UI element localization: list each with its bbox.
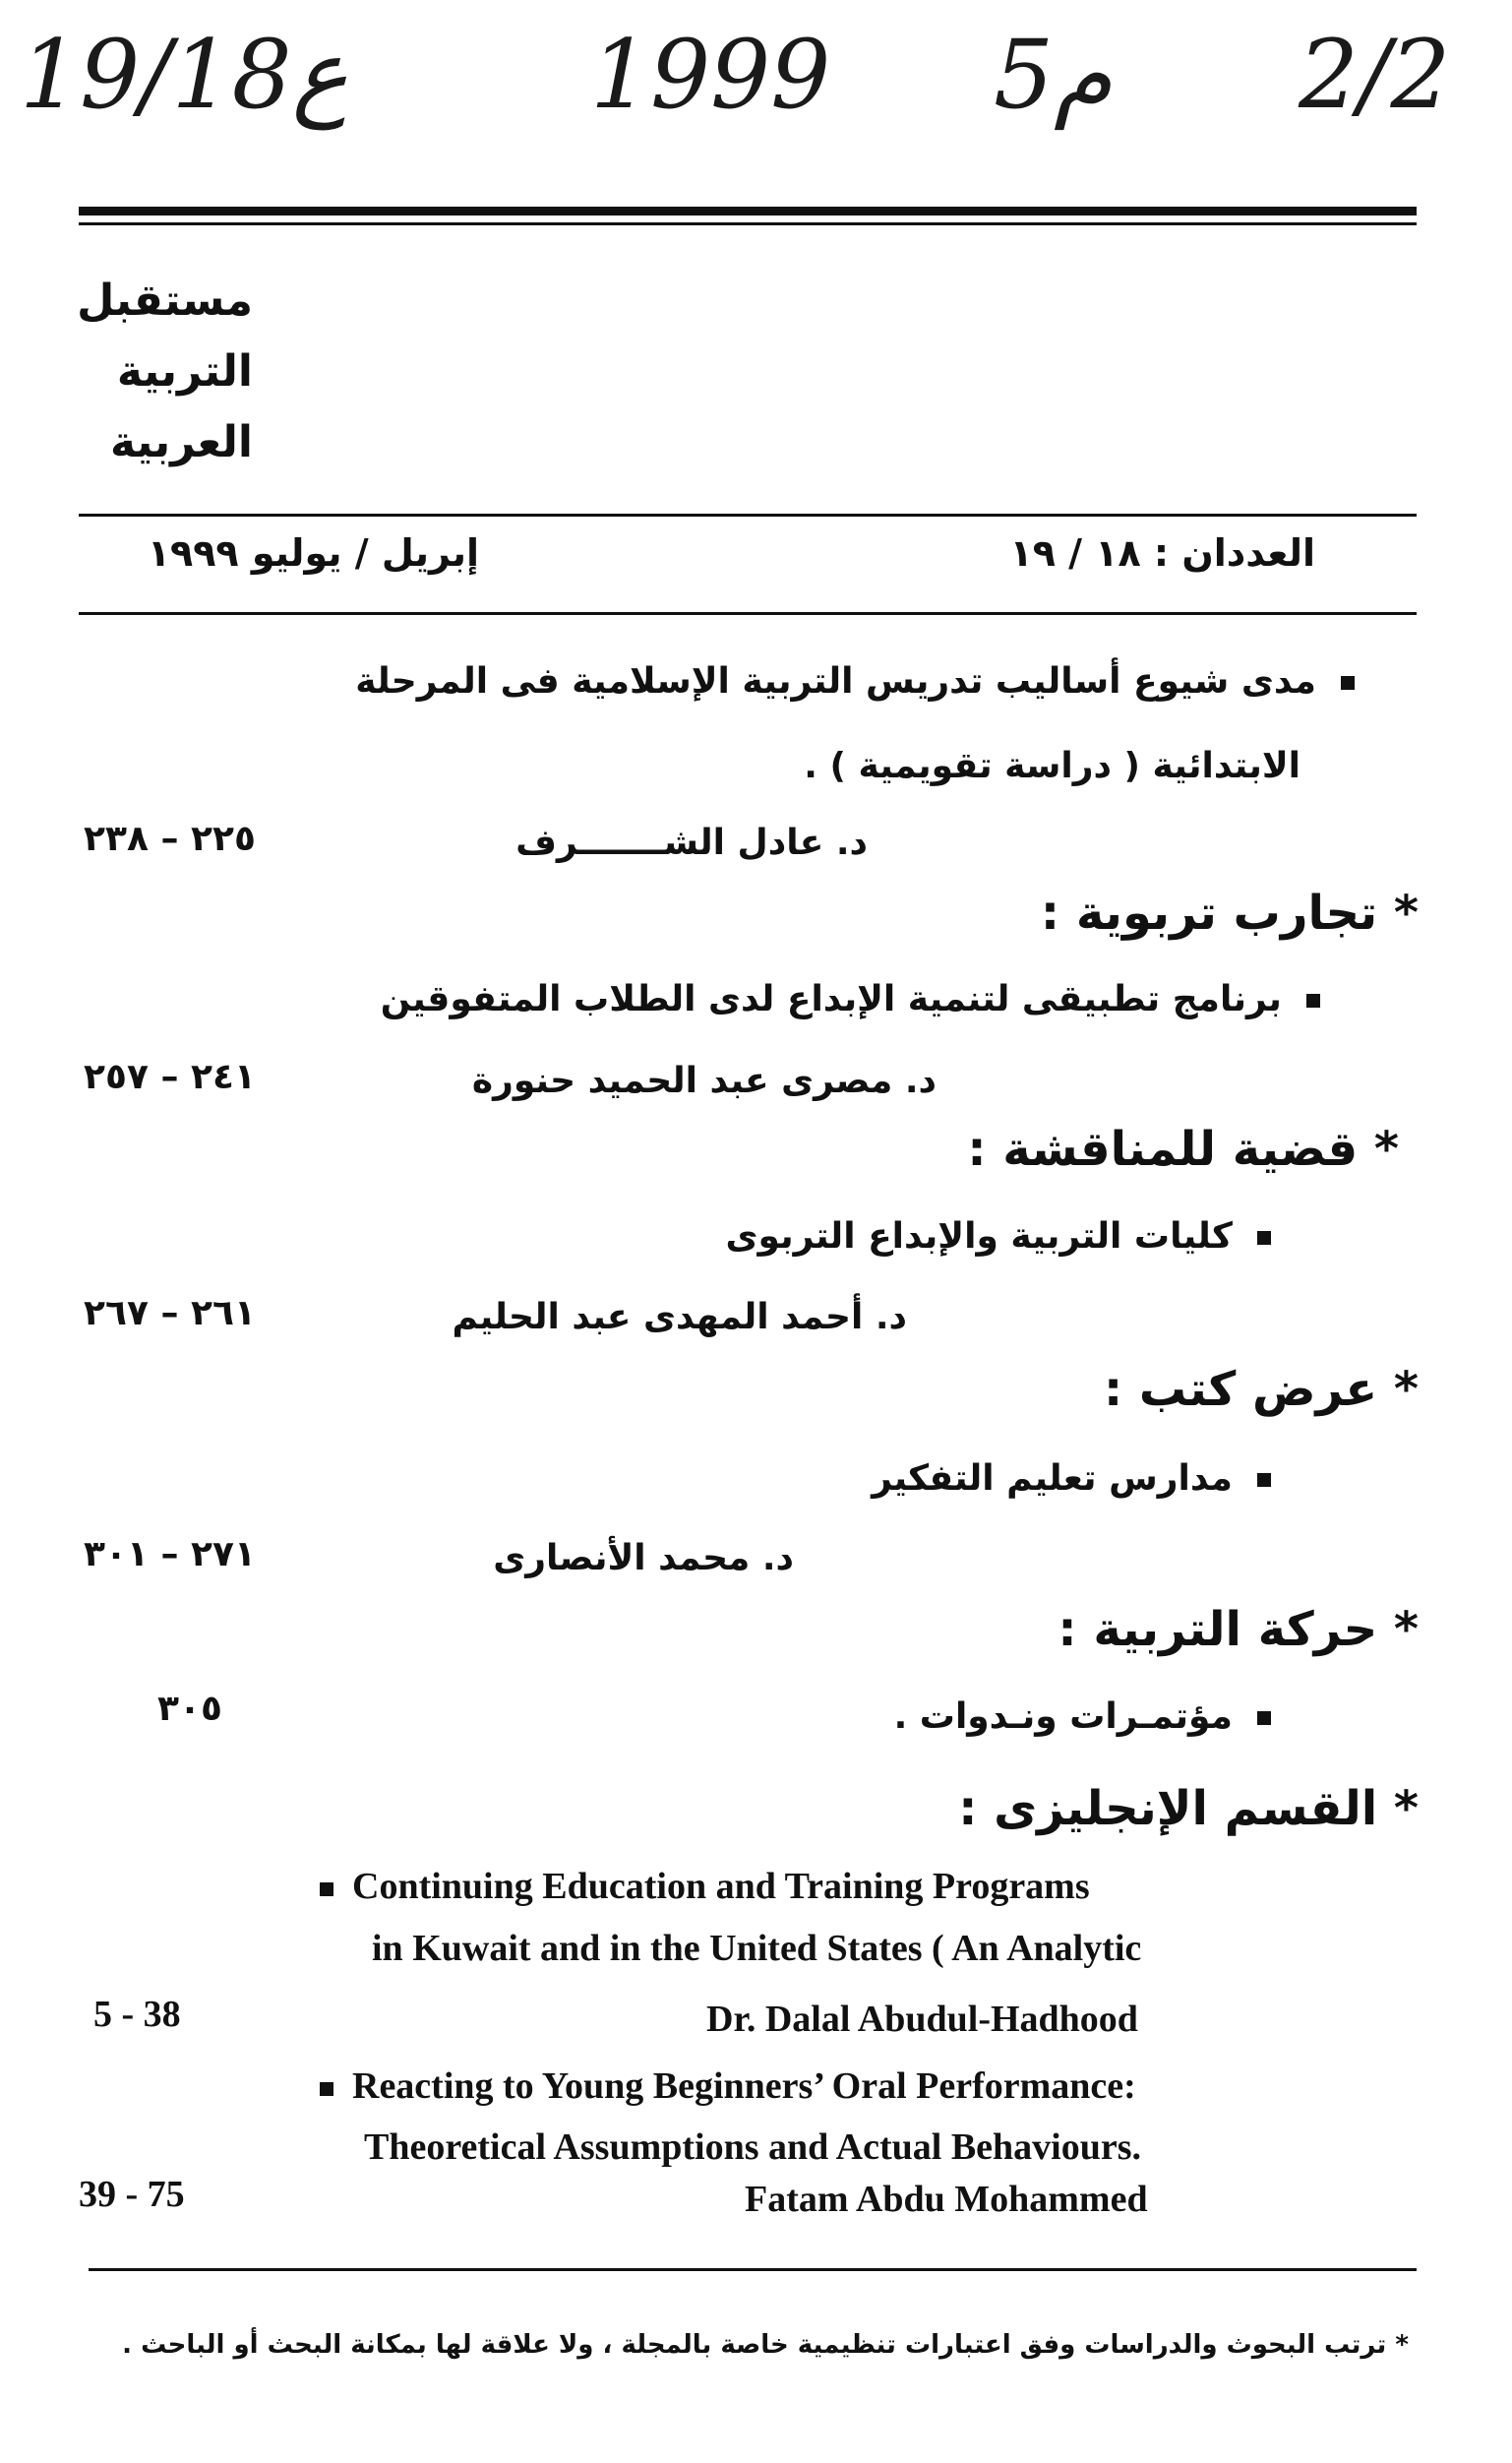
bullet-icon [320, 1882, 333, 1896]
book-1-title: مدارس تعليم التفكير [872, 1458, 1233, 1499]
research-1-author: د. عادل الشـــــــرف [515, 823, 868, 863]
star-icon: * [1393, 1362, 1419, 1417]
bottom-rule [89, 2268, 1417, 2271]
handwritten-issue: 19/18ع [20, 20, 348, 130]
section-experiences [1041, 886, 1419, 941]
section-issue-label: قضية للمناقشة : [967, 1122, 1359, 1177]
english-1-author: Dr. Dalal Abudul-Hadhood [706, 1999, 1138, 2040]
toc-item-book-1 [872, 1458, 1271, 1499]
issue-rule-top [79, 514, 1417, 517]
masthead-line-2: التربية [116, 346, 253, 397]
handwritten-volume: 5م [994, 20, 1113, 130]
top-rule-thin [79, 222, 1417, 225]
issue-date: إبريل / يوليو ١٩٩٩ [147, 531, 479, 575]
issue-1-pages: ٢٦١ – ٢٦٧ [84, 1293, 256, 1333]
bullet-icon [1257, 1473, 1271, 1487]
english-1-pages: 5 - 38 [93, 1994, 181, 2035]
section-movement [1058, 1602, 1419, 1657]
issue-numbers-label: العددان : [1153, 531, 1315, 575]
issue-1-title: كليات التربية والإبداع التربوى [725, 1216, 1233, 1257]
star-icon: * [1393, 1602, 1419, 1657]
footnote [122, 2330, 1409, 2360]
star-icon: * [1395, 2330, 1409, 2360]
experience-1-pages: ٢٤١ – ٢٥٧ [84, 1057, 256, 1097]
toc-item-movement-1 [894, 1696, 1271, 1737]
english-2-title-line2: Theoretical Assumptions and Actual Behaviours. [364, 2126, 1142, 2168]
bullet-icon [1341, 676, 1355, 690]
english-1-title-line2: in Kuwait and in the United States ( An Analytic [372, 1928, 1142, 1969]
section-books-label: عرض كتب : [1104, 1362, 1378, 1417]
top-rule-thick [79, 207, 1417, 216]
handwritten-year: 1999 [590, 20, 831, 130]
book-1-author: د. محمد الأنصارى [493, 1538, 794, 1578]
english-2-pages: 39 - 75 [79, 2174, 185, 2215]
issue-1-author: د. أحمد المهدى عبد الحليم [452, 1297, 907, 1337]
issue-numbers [1010, 531, 1315, 590]
section-movement-label: حركة التربية : [1058, 1602, 1378, 1657]
section-english-label: القسم الإنجليزى : [958, 1781, 1378, 1836]
english-1-title-line1: Continuing Education and Training Programs [352, 1866, 1090, 1907]
bullet-icon [1306, 994, 1320, 1008]
experience-1-author: د. مصرى عبد الحميد حنورة [471, 1061, 937, 1101]
movement-1-pages: ٣٠٥ [157, 1689, 222, 1729]
footnote-text: ترتب البحوث والدراسات وفق اعتبارات تنظيمية خاصة بالمجلة ، ولا علاقة لها بمكانة البحث أو الباحث . [122, 2330, 1387, 2360]
research-1-pages: ٢٢٥ – ٢٣٨ [84, 819, 256, 859]
section-english [958, 1781, 1419, 1836]
research-1-title-line2: الابتدائية ( دراسة تقويمية ) . [804, 746, 1300, 786]
english-2-title-line1: Reacting to Young Beginners’ Oral Performance: [352, 2065, 1136, 2107]
star-icon: * [1393, 1781, 1419, 1836]
book-1-pages: ٢٧١ – ٣٠١ [84, 1534, 256, 1574]
journal-masthead [77, 266, 253, 478]
toc-item-experience-1 [381, 979, 1320, 1019]
masthead-line-3: العربية [110, 417, 253, 467]
bullet-icon [320, 2082, 333, 2096]
movement-1-title: مؤتمـرات ونـدوات . [893, 1696, 1233, 1737]
star-icon: * [1373, 1122, 1399, 1177]
toc-item-issue-1 [726, 1216, 1272, 1257]
bullet-icon [1257, 1231, 1271, 1245]
toc-item-research-1 [355, 661, 1355, 702]
issue-numbers-value: ١٨ / ١٩ [1009, 531, 1141, 575]
issue-rule-bottom [79, 612, 1417, 615]
star-icon: * [1393, 886, 1419, 941]
experience-1-title: برنامج تطبيقى لتنمية الإبداع لدى الطلاب المتفوقين [380, 979, 1282, 1019]
section-books [1104, 1362, 1419, 1417]
english-2-author: Fatam Abdu Mohammed [745, 2179, 1148, 2220]
toc-item-english-1 [320, 1865, 1090, 1908]
toc-item-english-2 [320, 2064, 1136, 2108]
research-1-title-line1: مدى شيوع أساليب تدريس التربية الإسلامية فى المرحلة [355, 661, 1316, 702]
section-issue [967, 1122, 1399, 1177]
section-experiences-label: تجارب تربوية : [1040, 886, 1378, 941]
masthead-line-1: مستقبل [77, 276, 253, 326]
handwritten-part: 2/2 [1299, 20, 1451, 130]
bullet-icon [1257, 1711, 1271, 1725]
